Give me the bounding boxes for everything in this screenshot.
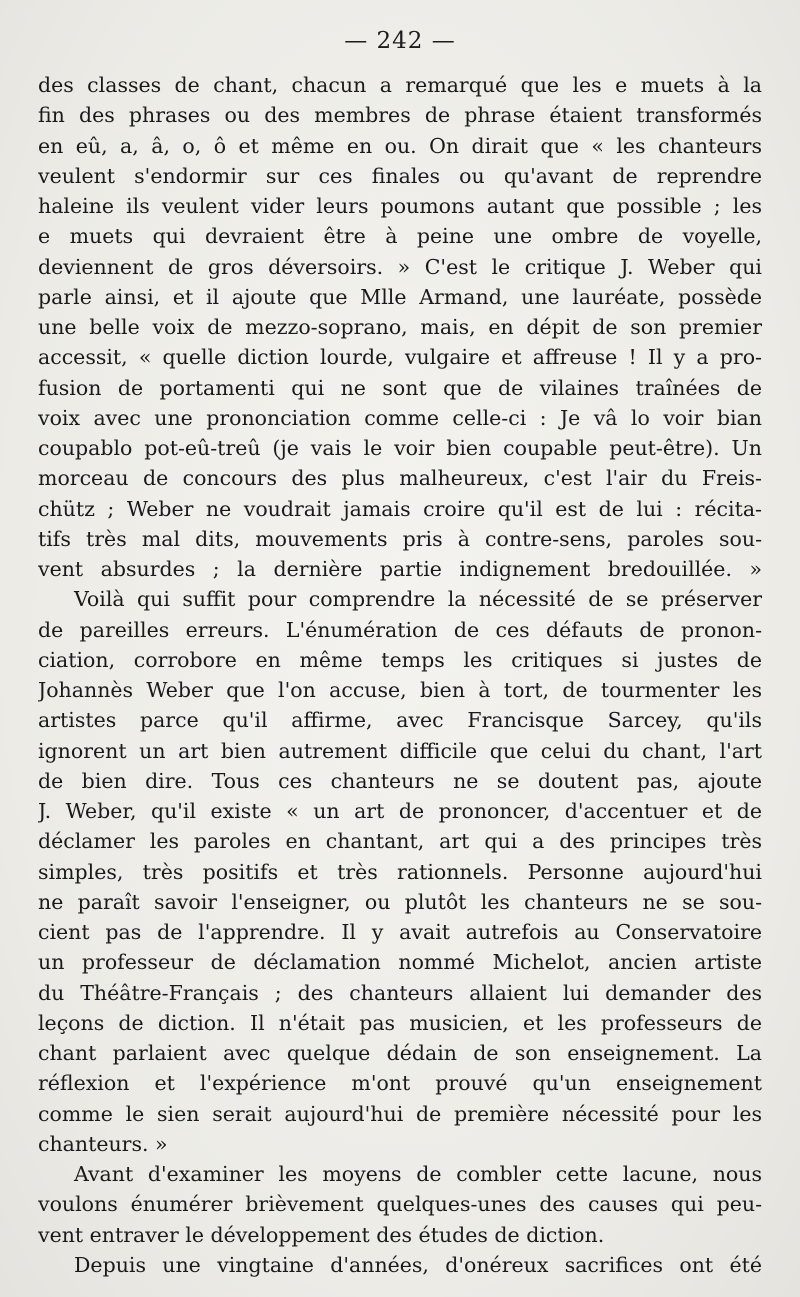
text-line: de bien dire. Tous ces chanteurs ne se doutent pas, ajoute bbox=[38, 768, 762, 793]
text-line: parle ainsi, et il ajoute que Mlle Armand, une lauréate, possède bbox=[38, 284, 762, 309]
text-line: de pareilles erreurs. L'énumération de ces défauts de pronon- bbox=[38, 617, 762, 642]
text-line: artistes parce qu'il affirme, avec Francisque Sarcey, qu'ils bbox=[38, 708, 762, 733]
text-line: déclamer les paroles en chantant, art qui a des principes très bbox=[38, 829, 762, 854]
text-line: Avant d'examiner les moyens de combler cette lacune, nous bbox=[74, 1162, 762, 1186]
text-line: du Théâtre-Français ; des chanteurs allaient lui demander des bbox=[38, 980, 762, 1005]
text-line: chant parlaient avec quelque dédain de son enseignement. La bbox=[38, 1041, 762, 1065]
text-line: ne paraît savoir l'enseigner, ou plutôt les chanteurs ne se sou- bbox=[38, 889, 762, 914]
text-line: coupablo pot-eû-treû (je vais le voir bien coupable peut-être). Un bbox=[38, 436, 762, 460]
text-line: Voilà qui suffit pour comprendre la nécessité de se préserver bbox=[74, 587, 762, 612]
body-text bbox=[38, 70, 762, 1280]
text-line: Depuis une vingtaine d'années, d'onéreux sacrifices ont été bbox=[74, 1252, 762, 1277]
text-line: tifs très mal dits, mouvements pris à contre-sens, paroles sou- bbox=[38, 526, 762, 551]
text-line: morceau de concours des plus malheureux, c'est l'air du Freis- bbox=[38, 466, 762, 491]
text-line: deviennent de gros déversoirs. » C'est le critique J. Weber qui bbox=[38, 254, 762, 279]
text-line: fin des phrases ou des membres de phrase étaient transformés bbox=[38, 103, 762, 128]
text-line: fusion de portamenti qui ne sont que de vilaines traînées de bbox=[38, 375, 762, 400]
text-line: veulent s'endormir sur ces finales ou qu'avant de reprendre bbox=[38, 163, 762, 188]
text-line: chütz ; Weber ne voudrait jamais croire qu'il est de lui : récita- bbox=[38, 496, 762, 521]
text-line: des classes de chant, chacun a remarqué que les e muets à la bbox=[38, 73, 762, 97]
text-line: ciation, corrobore en même temps les critiques si justes de bbox=[38, 647, 762, 672]
text-line: un professeur de déclamation nommé Michelot, ancien artiste bbox=[38, 950, 762, 975]
text-line: leçons de diction. Il n'était pas musicien, et les professeurs de bbox=[38, 1010, 762, 1035]
text-line: Johannès Weber que l'on accuse, bien à tort, de tourmenter les bbox=[38, 678, 762, 702]
text-line: en eû, a, â, o, ô et même en ou. On dirait que « les chanteurs bbox=[38, 133, 762, 158]
text-line: vent absurdes ; la dernière partie indignement bredouillée. » bbox=[38, 557, 762, 581]
text-line: voix avec une prononciation comme celle-ci : Je vâ lo voir bian bbox=[38, 405, 762, 430]
text-line: vent entraver le développement des études de diction. bbox=[38, 1222, 605, 1247]
text-line: une belle voix de mezzo-soprano, mais, en dépit de son premier bbox=[38, 315, 762, 339]
text-line: e muets qui devraient être à peine une ombre de voyelle, bbox=[38, 224, 762, 249]
text-line: haleine ils veulent vider leurs poumons autant que possible ; les bbox=[38, 194, 762, 218]
text-line: cient pas de l'apprendre. Il y avait autrefois au Conservatoire bbox=[38, 920, 762, 944]
page-number: — 242 — bbox=[344, 28, 456, 54]
text-line: simples, très positifs et très rationnels. Personne aujourd'hui bbox=[38, 859, 762, 884]
text-line: ignorent un art bien autrement difficile que celui du chant, l'art bbox=[38, 738, 762, 763]
text-line: chanteurs. » bbox=[38, 1131, 168, 1156]
text-line: comme le sien serait aujourd'hui de première nécessité pour les bbox=[38, 1101, 762, 1126]
text-line: voulons énumérer brièvement quelques-unes des causes qui peu- bbox=[38, 1192, 762, 1217]
text-line: accessit, « quelle diction lourde, vulgaire et affreuse ! Il y a pro- bbox=[38, 345, 762, 370]
text-line: réflexion et l'expérience m'ont prouvé qu'un enseignement bbox=[38, 1071, 762, 1096]
text-line: J. Weber, qu'il existe « un art de prononcer, d'accentuer et de bbox=[38, 799, 762, 823]
